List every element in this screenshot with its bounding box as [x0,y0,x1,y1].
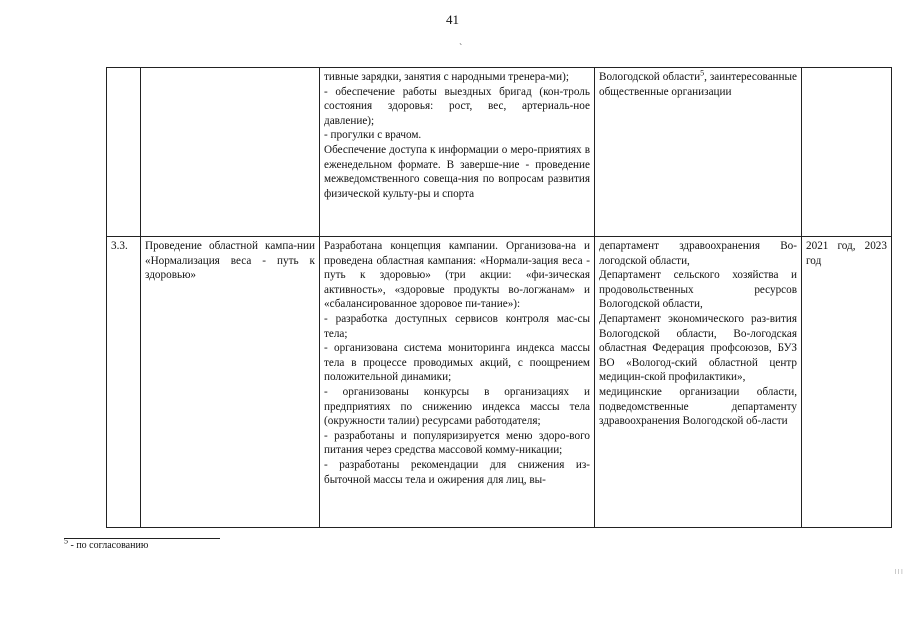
executors-text: Вологодской области [599,71,701,83]
row-number-cell: 3.3. [107,237,141,528]
content-cell [320,68,595,237]
footnote-text: - по согласованию [68,540,149,551]
event-cell [141,68,320,237]
footnote-marker: 5 [64,536,68,546]
content-line: - разработаны рекомендации для снижения из-быточной массы тела и ожирения для лиц, вы- [324,458,590,486]
content-line: Обеспечение доступа к информации о меро-приятиях в еженедельном формате. В заверше-ние - проведение межведомственного совеща-ния по вопросам развития физической культу-ры и спорта [324,143,590,200]
footnote-ref: 5 [700,68,705,78]
content-line: Разработана концепция кампании. Организова-на и проведена областная кампания: «Нормали-зация веса - путь к здоровью» (три акции: «фи-зическая активность», «здоровые продукты во-логжанам» и «сбалансированное здоровое пи-тание»): [324,240,590,311]
content-line: - разработка доступных сервисов контроля мас-сы тела; [324,312,590,340]
table-row [107,237,892,528]
period-cell [802,68,892,237]
page-number: 41 [446,12,459,27]
measures-table [106,67,892,528]
executors-cell [595,68,802,237]
content-line: - разработаны и популяризируется меню здоро-вого питания через средства массовой комму-никации; [324,429,590,457]
scan-mark: ˋ [459,43,463,54]
executor-line: медицинские организации области, подведомственные департаменту здравоохранения Вологодской об-ласти [599,385,797,428]
executors-cell [595,237,802,528]
table-row [107,68,892,237]
content-line: тивные зарядки, занятия с народными тренера-ми); [324,71,569,83]
content-line: - прогулки с врачом. [324,129,422,142]
scan-side-marks: ǀ ǀ ǀ [895,568,903,576]
executors-text: , заинтересованные общественные организации [599,71,798,98]
footnote-divider [64,538,220,539]
content-line: - обеспечение работы выездных бригад (кон-троль состояния здоровья: рост, вес, артериаль-ное давление); [324,85,590,127]
content-line: - организована система мониторинга индекса массы тела в процессе проводимых акций, с поощрением положительной динамики; [324,342,590,384]
content-line: - организованы конкурсы в организациях и предприятиях по снижению индекса массы тела (окружности талии) ресурсами работодателя; [324,385,590,428]
executor-line: Департамент экономического раз-вития Вологодской области, Во-логодская областная Федерация профсоюзов, БУЗ ВО «Вологод-ский областной центр медицин-ской профилактики», [599,312,797,384]
event-cell: Проведение областной кампа-нии «Нормализация веса - путь к здоровью» [141,237,320,528]
executor-line: Департамент сельского хозяйства и продовольственных ресурсов Вологодской области, [599,269,797,311]
content-cell [320,237,595,528]
footnote [64,536,149,551]
period-cell: 2021 год, 2023 год [802,237,892,528]
executor-line: департамент здравоохранения Во-логодской области, [599,240,797,267]
row-number-cell [107,68,141,237]
